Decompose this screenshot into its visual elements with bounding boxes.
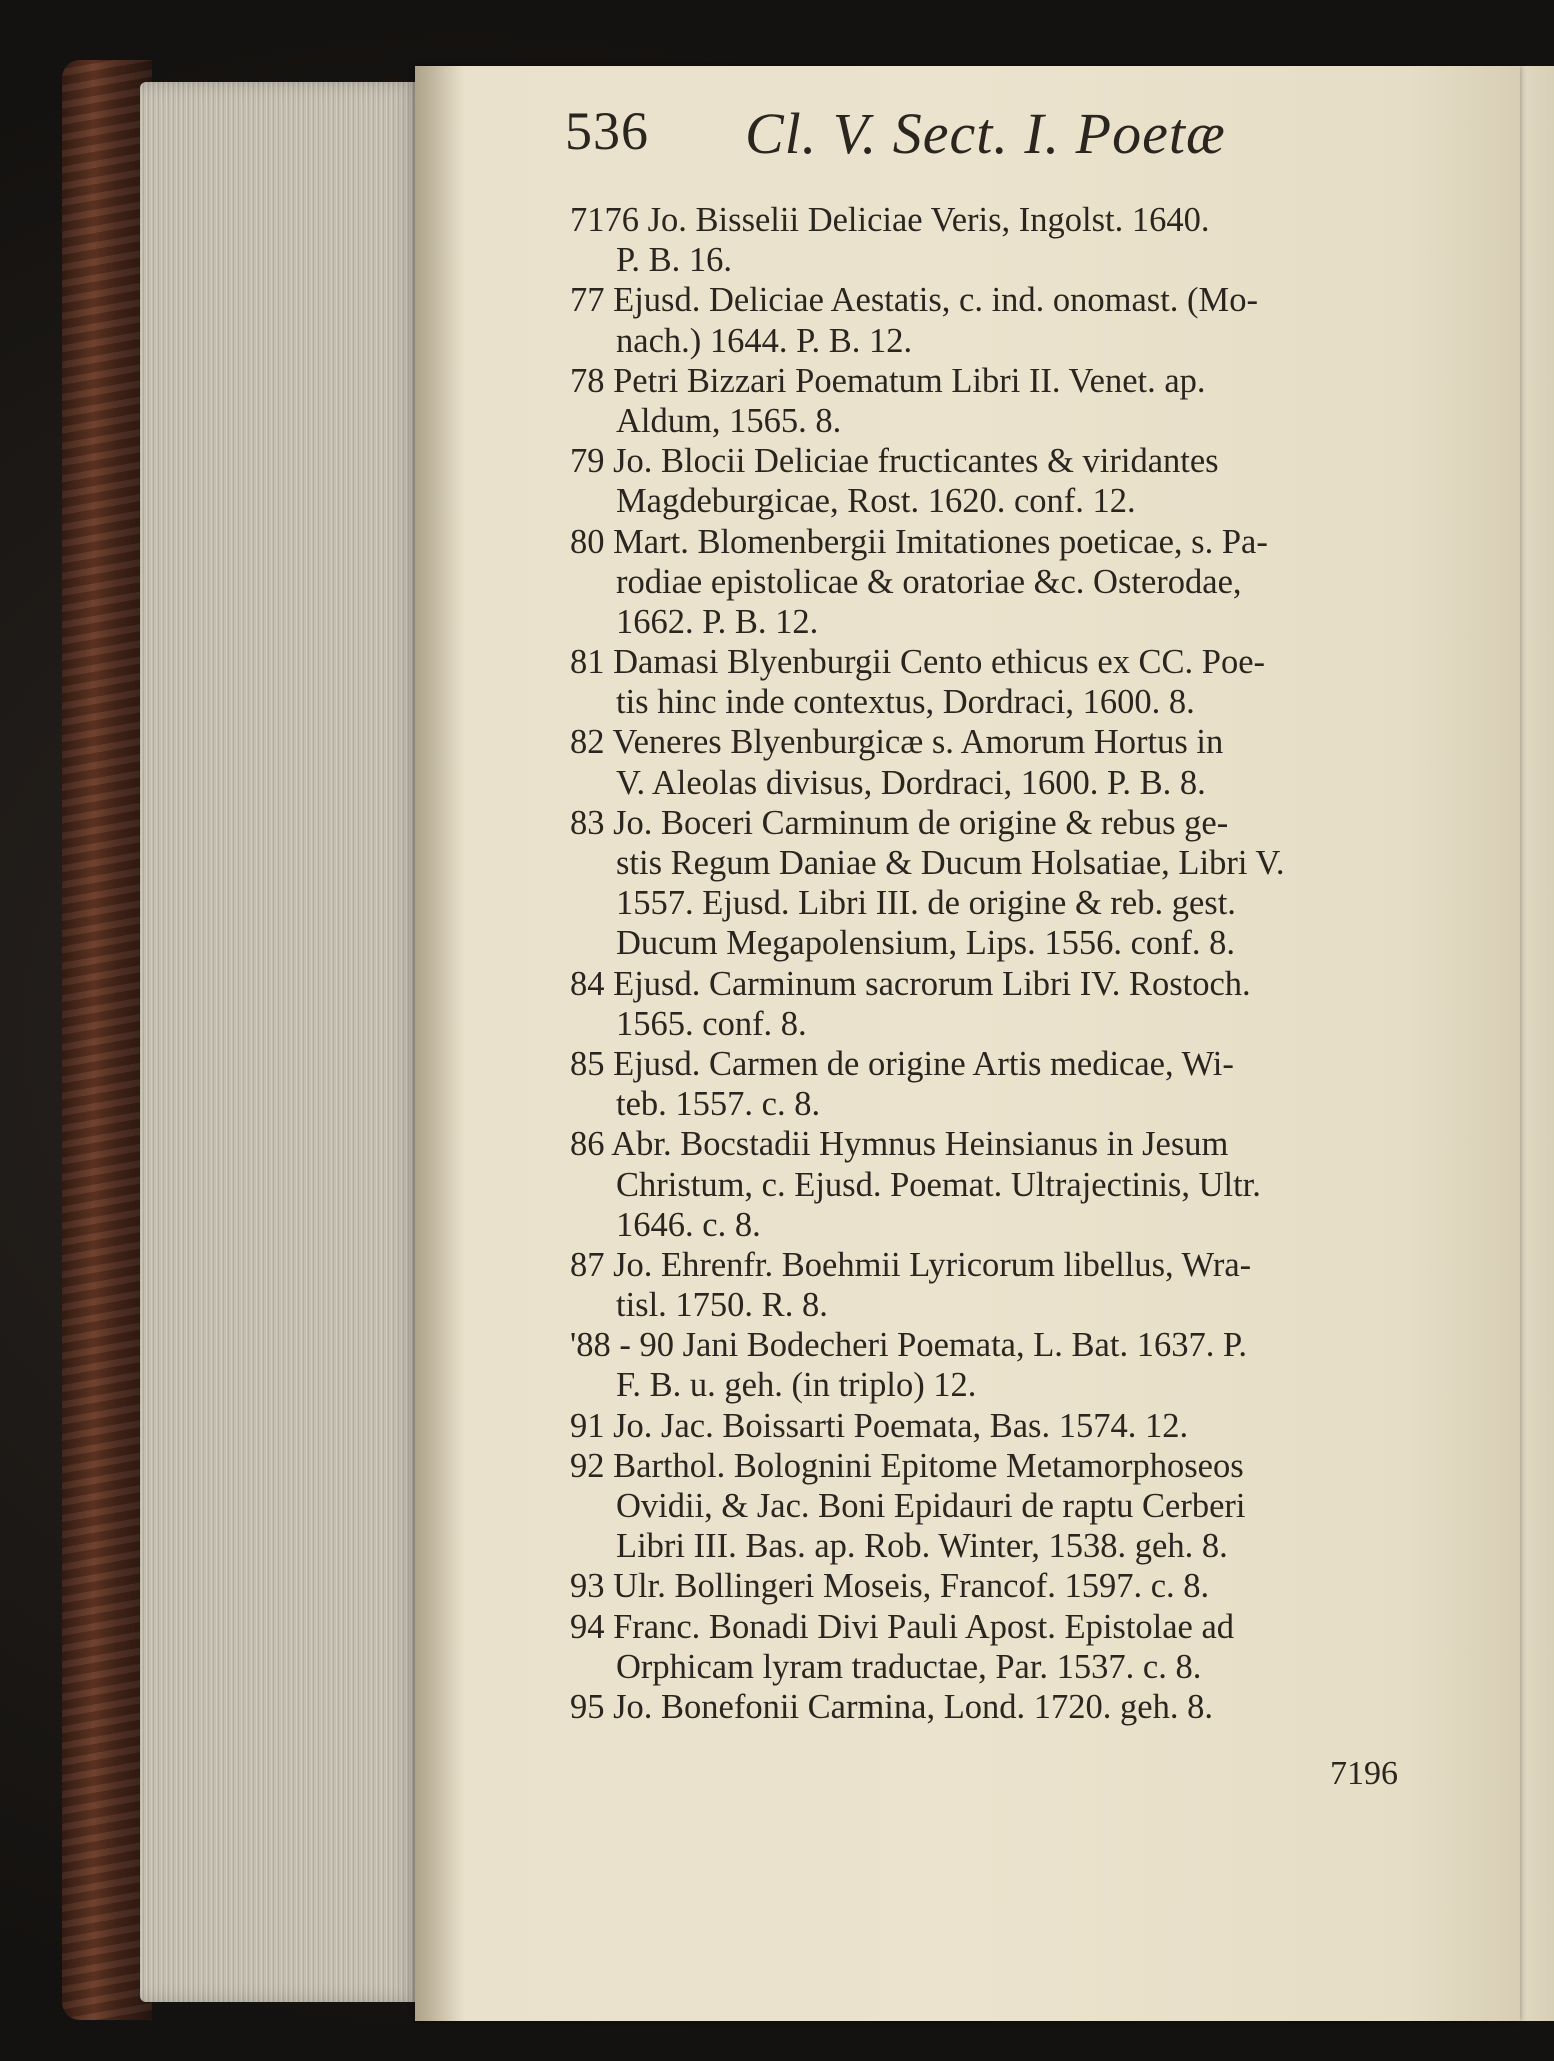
entry-first-line: 93 Ulr. Bollingeri Moseis, Francof. 1597. c. 8. — [570, 1567, 1210, 1606]
catalog-entry — [570, 803, 1420, 964]
entry-first-line: 79 Jo. Blocii Deliciae fructicantes & viridantes — [570, 442, 1219, 481]
catalog-entry — [570, 1446, 1420, 1567]
entry-first-line: 80 Mart. Blomenbergii Imitationes poeticae, s. Pa- — [570, 522, 1268, 561]
entry-first-line: 91 Jo. Jac. Boissarti Poemata, Bas. 1574. 12. — [570, 1406, 1189, 1445]
entry-first-line: 94 Franc. Bonadi Divi Pauli Apost. Epistolae ad — [570, 1607, 1235, 1646]
entry-first-line: 85 Ejusd. Carmen de origine Artis medicae, Wi- — [570, 1044, 1234, 1083]
catalog-entry — [570, 1687, 1420, 1727]
catalog-entry — [570, 1124, 1420, 1245]
catalog-entry — [570, 361, 1420, 441]
page-stack-edge — [140, 82, 422, 2002]
entry-first-line: 86 Abr. Bocstadii Hymnus Heinsianus in Jesum — [570, 1125, 1229, 1164]
entry-first-line: 77 Ejusd. Deliciae Aestatis, c. ind. onomast. (Mo- — [570, 281, 1258, 320]
entry-continuation-line: Aldum, 1565. 8. — [616, 401, 842, 440]
entry-continuation-line: teb. 1557. c. 8. — [616, 1085, 821, 1124]
entry-continuation-line: 1662. P. B. 12. — [616, 602, 819, 641]
catalog-entry — [570, 1245, 1420, 1325]
catalog-entry — [570, 1566, 1420, 1606]
catalog-entry — [570, 722, 1420, 802]
catalog-entry — [570, 441, 1420, 521]
entry-first-line: 92 Barthol. Bolognini Epitome Metamorphoseos — [570, 1446, 1244, 1485]
entry-continuation-line: Magdeburgicae, Rost. 1620. conf. 12. — [616, 482, 1136, 521]
entry-continuation-line: Libri III. Bas. ap. Rob. Winter, 1538. geh. 8. — [616, 1527, 1228, 1566]
catalog-entry — [570, 280, 1420, 360]
page-header — [565, 100, 1265, 180]
entry-continuation-line: Orphicam lyram traductae, Par. 1537. c. 8. — [616, 1647, 1202, 1686]
entry-continuation-line: Ovidii, & Jac. Boni Epidauri de raptu Cerberi — [616, 1487, 1246, 1525]
book-binding — [62, 60, 152, 2020]
entry-first-line: 87 Jo. Ehrenfr. Boehmii Lyricorum libellus, Wra- — [570, 1245, 1252, 1284]
catalog-entry — [570, 642, 1420, 722]
catalog-entry — [570, 1406, 1420, 1446]
entry-continuation-line: 1646. c. 8. — [616, 1205, 761, 1244]
catalog-entry — [570, 200, 1420, 280]
entry-first-line: 83 Jo. Boceri Carminum de origine & rebus ge- — [570, 803, 1229, 842]
entry-continuation-line: V. Aleolas divisus, Dordraci, 1600. P. B. 8. — [616, 763, 1206, 802]
catchword: 7196 — [1330, 1755, 1398, 1792]
catalog-entries — [570, 200, 1420, 1727]
gutter-shadow — [415, 66, 465, 2021]
entry-continuation-line: nach.) 1644. P. B. 12. — [616, 321, 913, 360]
entry-continuation-line: rodiae epistolicae & oratoriae &c. Osterodae, — [616, 562, 1242, 601]
catalog-entry — [570, 1607, 1420, 1687]
page-number: 536 — [565, 101, 649, 161]
entry-continuation-line: stis Regum Daniae & Ducum Holsatiae, Libri V. — [616, 844, 1285, 882]
catalog-entry — [570, 1325, 1420, 1405]
entry-first-line: 82 Veneres Blyenburgicæ s. Amorum Hortus in — [570, 723, 1224, 762]
catalog-entry — [570, 522, 1420, 643]
entry-first-line: 81 Damasi Blyenburgii Cento ethicus ex CC. Poe- — [570, 643, 1266, 682]
entry-continuation-line: 1565. conf. 8. — [616, 1004, 807, 1043]
entry-first-line: 78 Petri Bizzari Poematum Libri II. Venet. ap. — [570, 361, 1206, 400]
entry-continuation-line: tisl. 1750. R. 8. — [616, 1286, 828, 1325]
entry-continuation-line: 1557. Ejusd. Libri III. de origine & reb. gest. — [616, 884, 1236, 923]
entry-first-line: '88 - 90 Jani Bodecheri Poemata, L. Bat. 1637. P. — [570, 1326, 1247, 1365]
entry-continuation-line: Ducum Megapolensium, Lips. 1556. conf. 8. — [616, 924, 1235, 963]
catalog-entry — [570, 964, 1420, 1044]
entry-continuation-line: F. B. u. geh. (in triplo) 12. — [616, 1366, 977, 1405]
catalog-entry — [570, 1044, 1420, 1124]
entry-continuation-line: P. B. 16. — [616, 241, 732, 280]
entry-first-line: 84 Ejusd. Carminum sacrorum Libri IV. Rostoch. — [570, 964, 1251, 1003]
entry-continuation-line: tis hinc inde contextus, Dordraci, 1600. 8. — [616, 683, 1195, 722]
running-head: Cl. V. Sect. I. Poetæ — [745, 101, 1226, 166]
entry-first-line: 7176 Jo. Bisselii Deliciae Veris, Ingolst. 1640. — [570, 201, 1210, 239]
entry-continuation-line: Christum, c. Ejusd. Poemat. Ultrajectinis, Ultr. — [616, 1165, 1261, 1204]
entry-first-line: 95 Jo. Bonefonii Carmina, Lond. 1720. geh. 8. — [570, 1687, 1213, 1726]
